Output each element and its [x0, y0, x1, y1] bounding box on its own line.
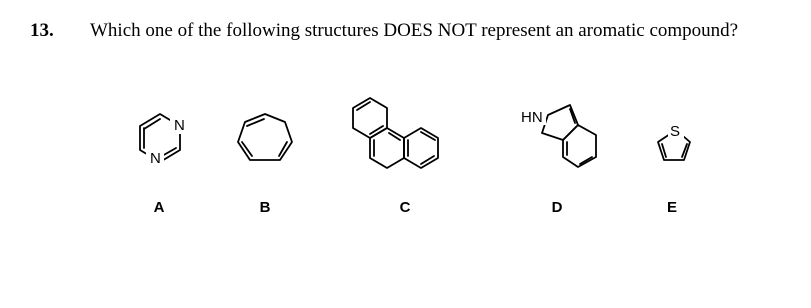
- choice-label-c: C: [399, 199, 411, 216]
- atom-nh: HN: [521, 109, 543, 126]
- structure-e-thiophene: [648, 120, 698, 170]
- structure-c-phenanthrene: [345, 88, 465, 188]
- choice-label-b: B: [259, 199, 271, 216]
- choice-label-a: A: [153, 199, 165, 216]
- atom-n-top: N: [174, 117, 185, 134]
- choice-label-e: E: [666, 199, 677, 216]
- atom-s: S: [670, 123, 681, 140]
- question-text: Which one of the following structures DOES NOT represent an aromatic compound?: [90, 20, 739, 41]
- structure-a-pyrimidine: [130, 108, 190, 168]
- structure-b-cycloheptatriene: [232, 108, 298, 168]
- structure-d-dihydroindole: [518, 95, 608, 185]
- atom-n-bottom: N: [150, 150, 161, 167]
- question-number: 13.: [30, 20, 54, 41]
- choice-label-d: D: [551, 199, 563, 216]
